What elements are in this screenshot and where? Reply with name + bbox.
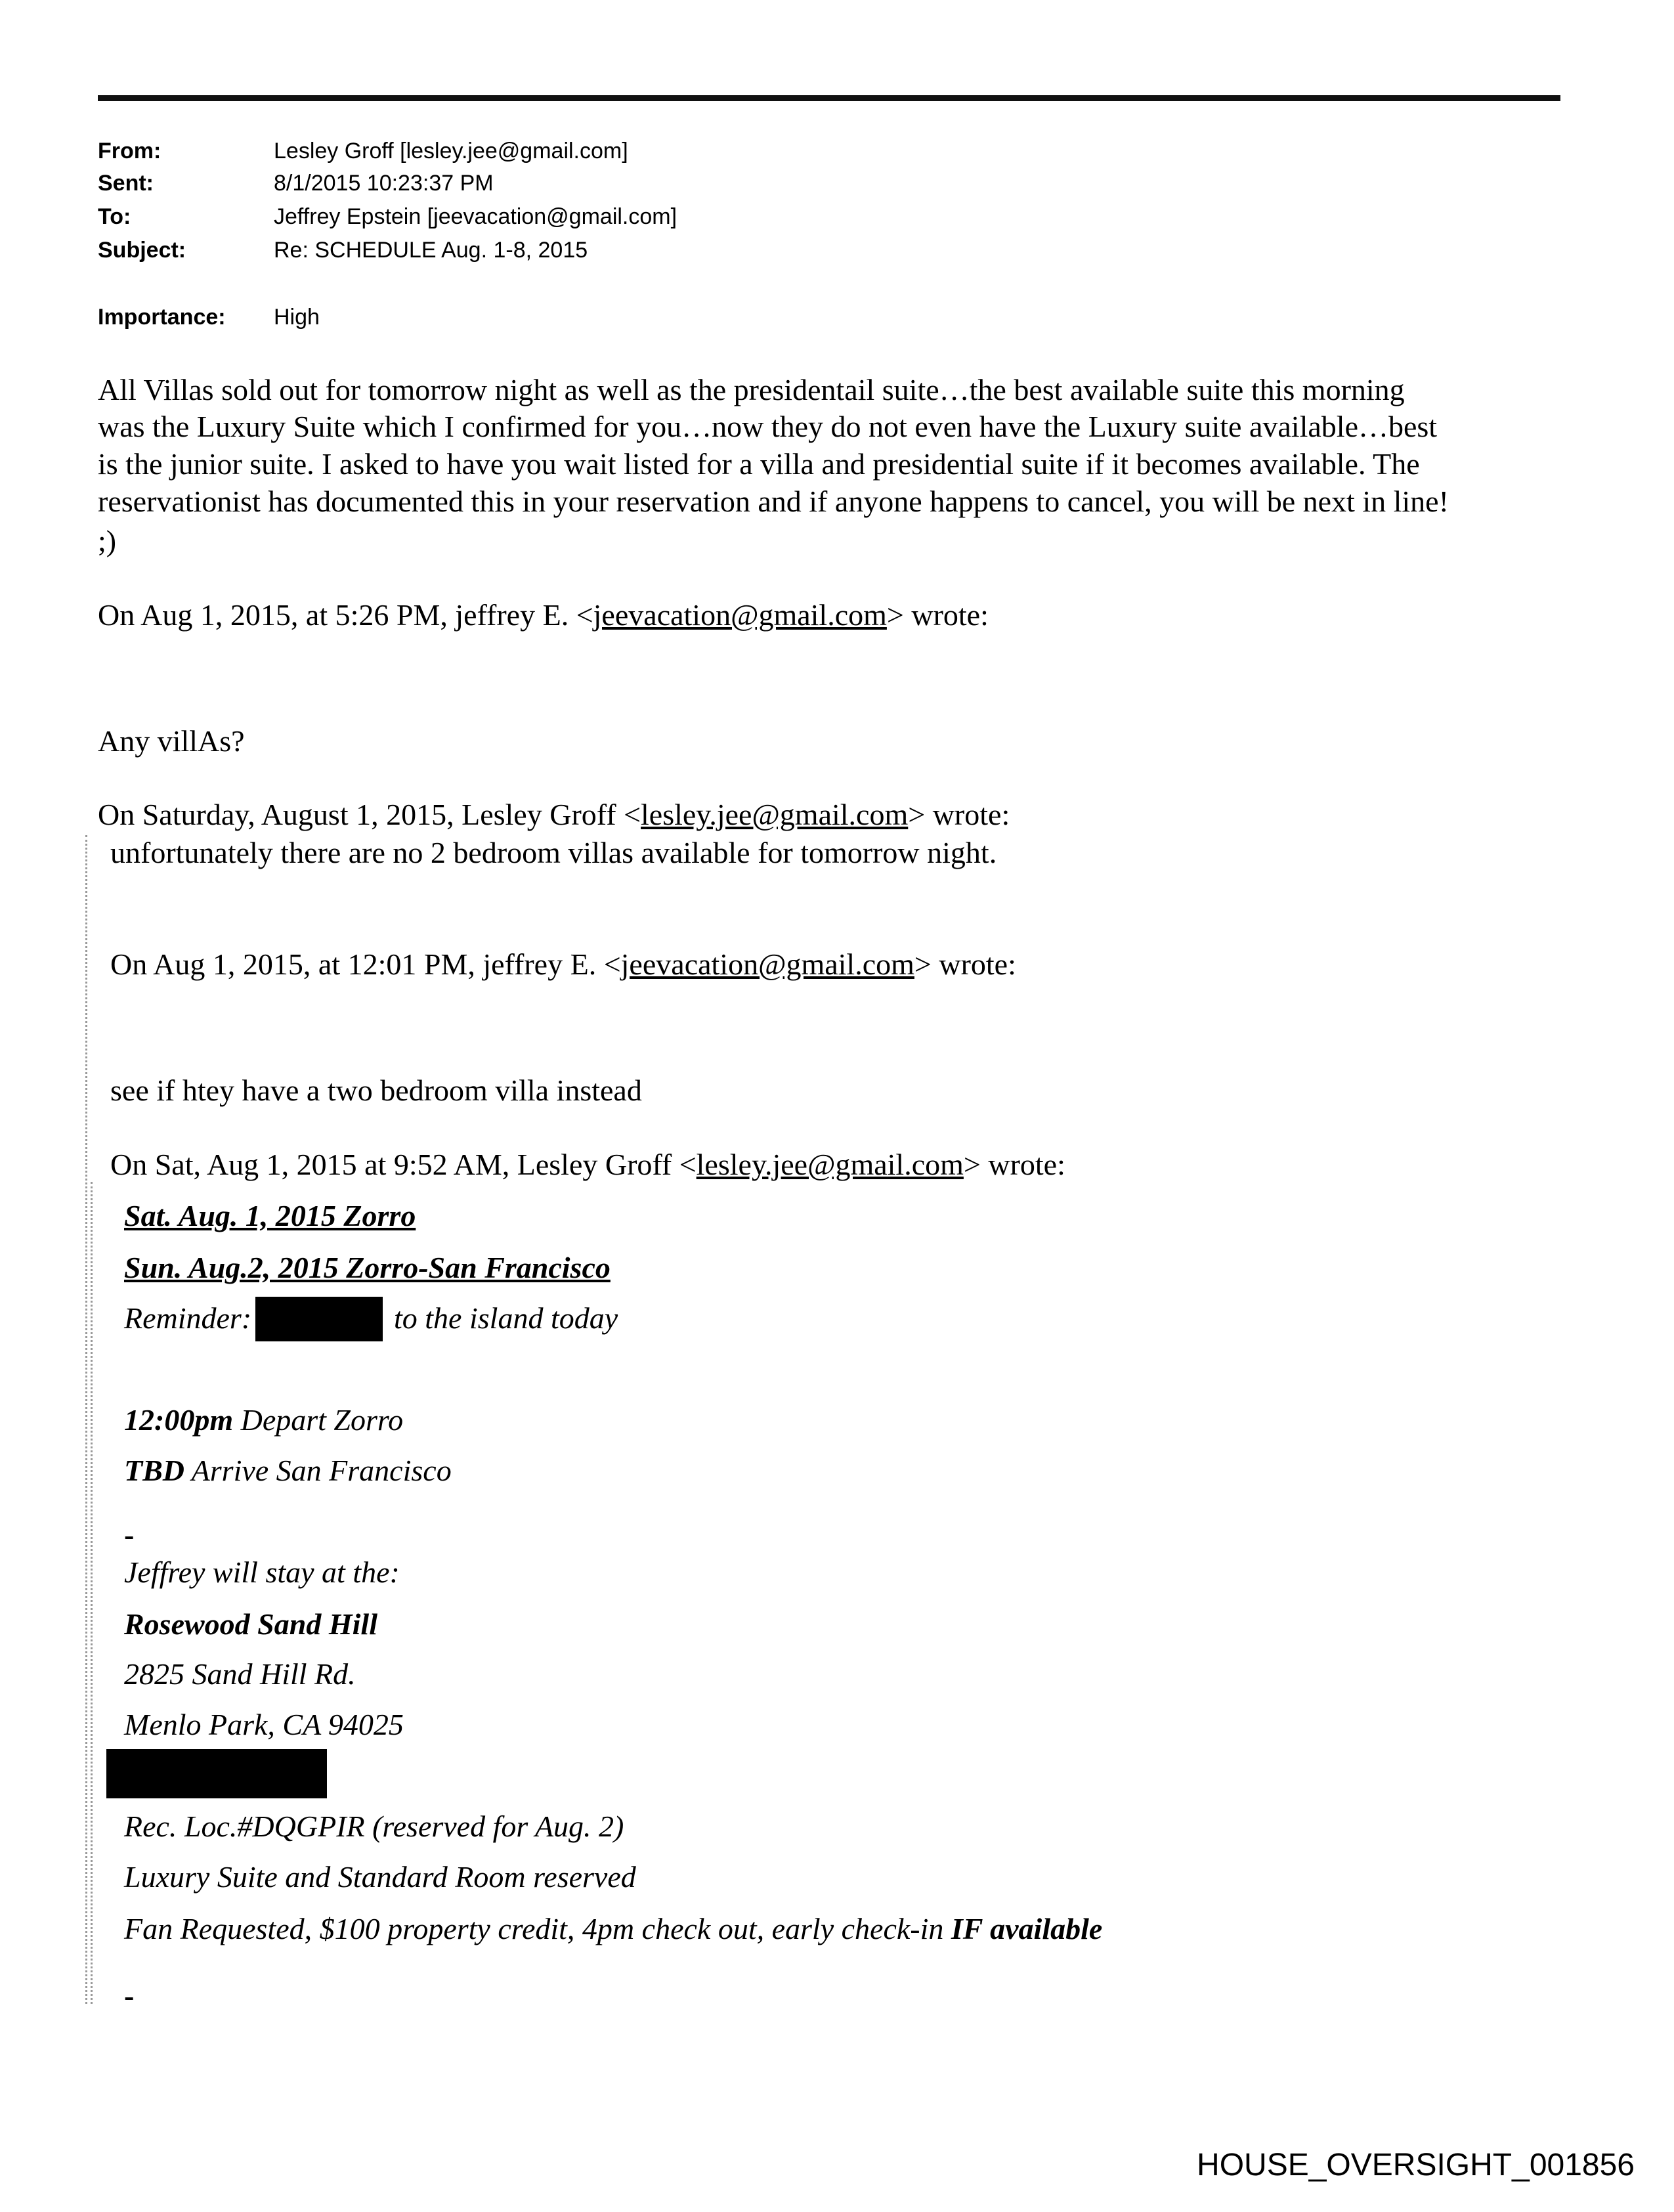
quote-prefix: On Sat, Aug 1, 2015 at 9:52 AM, Lesley Groff < — [110, 1148, 697, 1181]
importance-label: Importance: — [98, 305, 226, 330]
quote-prefix: On Aug 1, 2015, at 12:01 PM, jeffrey E. < — [110, 947, 621, 981]
depart-text: Depart Zorro — [233, 1403, 404, 1437]
hotel-name: Rosewood Sand Hill — [124, 1607, 377, 1641]
to-value: Jeffrey Epstein [jeevacation@gmail.com] — [274, 204, 677, 229]
depart-time: 12:00pm — [124, 1403, 234, 1437]
body-line: ;) — [98, 524, 117, 557]
requests-bold: IF available — [951, 1912, 1103, 1945]
reminder-prefix: Reminder: — [124, 1301, 252, 1335]
dash: - — [124, 1979, 135, 2012]
quote-header-4 — [110, 1146, 1065, 1183]
quote-suffix: > wrote: — [914, 947, 1016, 981]
body-line: All Villas sold out for tomorrow night as well as the presidentail suite…the best available suite this morning — [98, 373, 1405, 406]
rooms: Luxury Suite and Standard Room reserved — [124, 1860, 636, 1894]
quote-body-2: unfortunately there are no 2 bedroom villas available for tomorrow night. — [110, 836, 997, 869]
quote-header-3 — [110, 945, 1016, 983]
email-link[interactable]: jeevacation@gmail.com — [593, 598, 887, 632]
arrive-time: TBD — [124, 1454, 184, 1487]
arrive-line — [124, 1452, 452, 1489]
body-line: is the junior suite. I asked to have you wait listed for a villa and presidential suite if it becomes available. The — [98, 447, 1420, 481]
quote-header-2 — [98, 796, 1010, 833]
depart-line — [124, 1401, 403, 1439]
quote-suffix: > wrote: — [908, 798, 1010, 831]
email-link[interactable]: lesley.jee@gmail.com — [641, 798, 909, 831]
header-rule — [98, 95, 1560, 101]
quote-body-3: see if htey have a two bedroom villa instead — [110, 1073, 642, 1107]
quote-body-1: Any villAs? — [98, 724, 245, 758]
quote-suffix: > wrote: — [963, 1148, 1065, 1181]
quote-header-1 — [98, 596, 989, 634]
body-line: was the Luxury Suite which I confirmed for you…now they do not even have the Luxury suite available…best — [98, 410, 1438, 443]
quote-prefix: On Aug 1, 2015, at 5:26 PM, jeffrey E. < — [98, 598, 593, 632]
importance-value: High — [274, 305, 320, 330]
schedule-day-2: Sun. Aug.2, 2015 Zorro-San Francisco — [124, 1251, 611, 1284]
dash: - — [124, 1518, 135, 1551]
reminder-suffix: to the island today — [394, 1301, 618, 1335]
hotel-address-2: Menlo Park, CA 94025 — [124, 1708, 404, 1741]
bates-number: HOUSE_OVERSIGHT_001856 — [1197, 2148, 1635, 2182]
quote-prefix: On Saturday, August 1, 2015, Lesley Groff < — [98, 798, 641, 831]
from-label: From: — [98, 139, 161, 163]
email-link[interactable]: jeevacation@gmail.com — [620, 947, 914, 981]
sent-label: Sent: — [98, 171, 154, 196]
body-line: reservationist has documented this in your reservation and if anyone happens to cancel, you will be next in line! — [98, 485, 1449, 518]
subject-label: Subject: — [98, 238, 186, 263]
stay-intro: Jeffrey will stay at the: — [124, 1555, 400, 1589]
requests — [124, 1910, 1102, 1947]
hotel-address-1: 2825 Sand Hill Rd. — [124, 1657, 356, 1691]
quote-bar-nested — [91, 1182, 93, 2004]
schedule-day-1: Sat. Aug. 1, 2015 Zorro — [124, 1199, 416, 1232]
from-value: Lesley Groff [lesley.jee@gmail.com] — [274, 139, 628, 163]
email-link[interactable]: lesley.jee@gmail.com — [696, 1148, 964, 1181]
sent-value: 8/1/2015 10:23:37 PM — [274, 171, 494, 196]
arrive-text: Arrive San Francisco — [184, 1454, 452, 1487]
rec-loc: Rec. Loc.#DQGPIR (reserved for Aug. 2) — [124, 1810, 624, 1843]
subject-value: Re: SCHEDULE Aug. 1-8, 2015 — [274, 238, 588, 263]
quote-suffix: > wrote: — [886, 598, 989, 632]
redaction-box — [255, 1297, 383, 1341]
quote-bar — [85, 835, 87, 2004]
requests-text: Fan Requested, $100 property credit, 4pm check out, early check-in — [124, 1912, 951, 1945]
to-label: To: — [98, 204, 131, 229]
redaction-box — [106, 1749, 327, 1798]
